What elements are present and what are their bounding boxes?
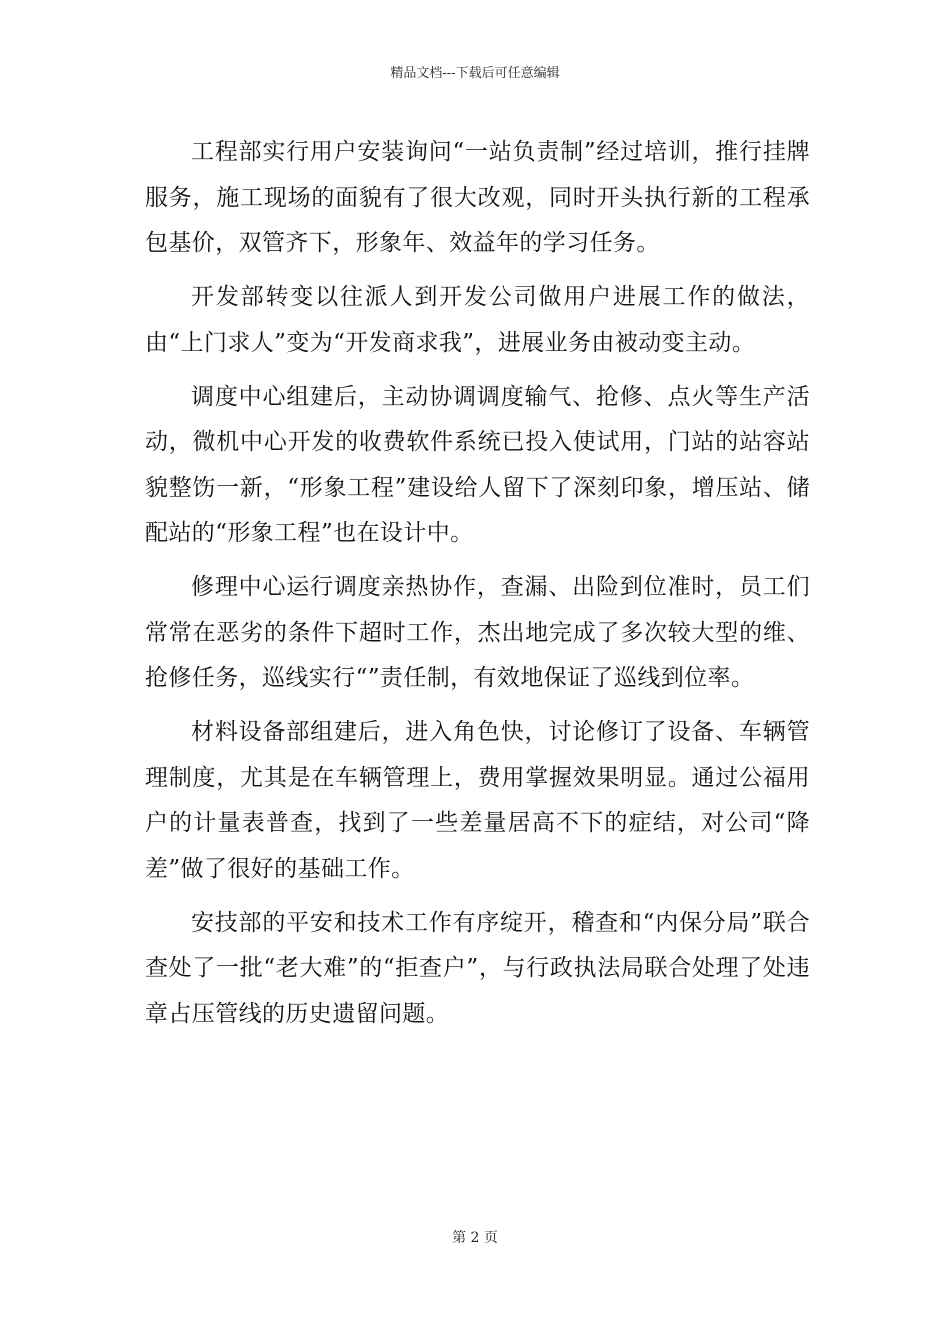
paragraph-materials: 材料设备部组建后，进入角色快，讨论修订了设备、车辆管理制度，尤其是在车辆管理上，费用掌握效果明显。通过公福用户的计量表普查，找到了一些差量居高不下的症结，对公司“降差”做了很好的基础工作。 — [145, 719, 810, 882]
paragraph-dispatch: 调度中心组建后，主动协调调度输气、抢修、点火等生产活动，微机中心开发的收费软件系统已投入使试用，门站的站容站貌整饬一新，“形象工程”建设给人留下了深刻印象，增压站、储配站的“形象工程”也在设计中。 — [145, 383, 810, 546]
paragraph-engineering: 工程部实行用户安装询问“一站负责制”经过培训，推行挂牌服务，施工现场的面貌有了很大改观，同时开头执行新的工程承包基价，双管齐下，形象年、效益年的学习任务。 — [145, 139, 810, 256]
paragraph-repair: 修理中心运行调度亲热协作，查漏、出险到位准时，员工们常常在恶劣的条件下超时工作，杰出地完成了多次较大型的维、抢修任务，巡线实行“”责任制，有效地保证了巡线到位率。 — [145, 574, 810, 691]
page-number: 第 2 页 — [452, 1230, 498, 1246]
document-body — [145, 130, 810, 1037]
page-header: 精品文档---下载后可任意编辑 — [390, 66, 560, 81]
paragraph-safety: 安技部的平安和技术工作有序绽开，稽查和“内保分局”联合查处了一批“老大难”的“拒查户”，与行政执法局联合处理了处违章占压管线的历史遗留问题。 — [145, 909, 810, 1027]
paragraph-development: 开发部转变以往派人到开发公司做用户进展工作的做法，由“上门求人”变为“开发商求我”，进展业务由被动变主动。 — [145, 284, 810, 356]
